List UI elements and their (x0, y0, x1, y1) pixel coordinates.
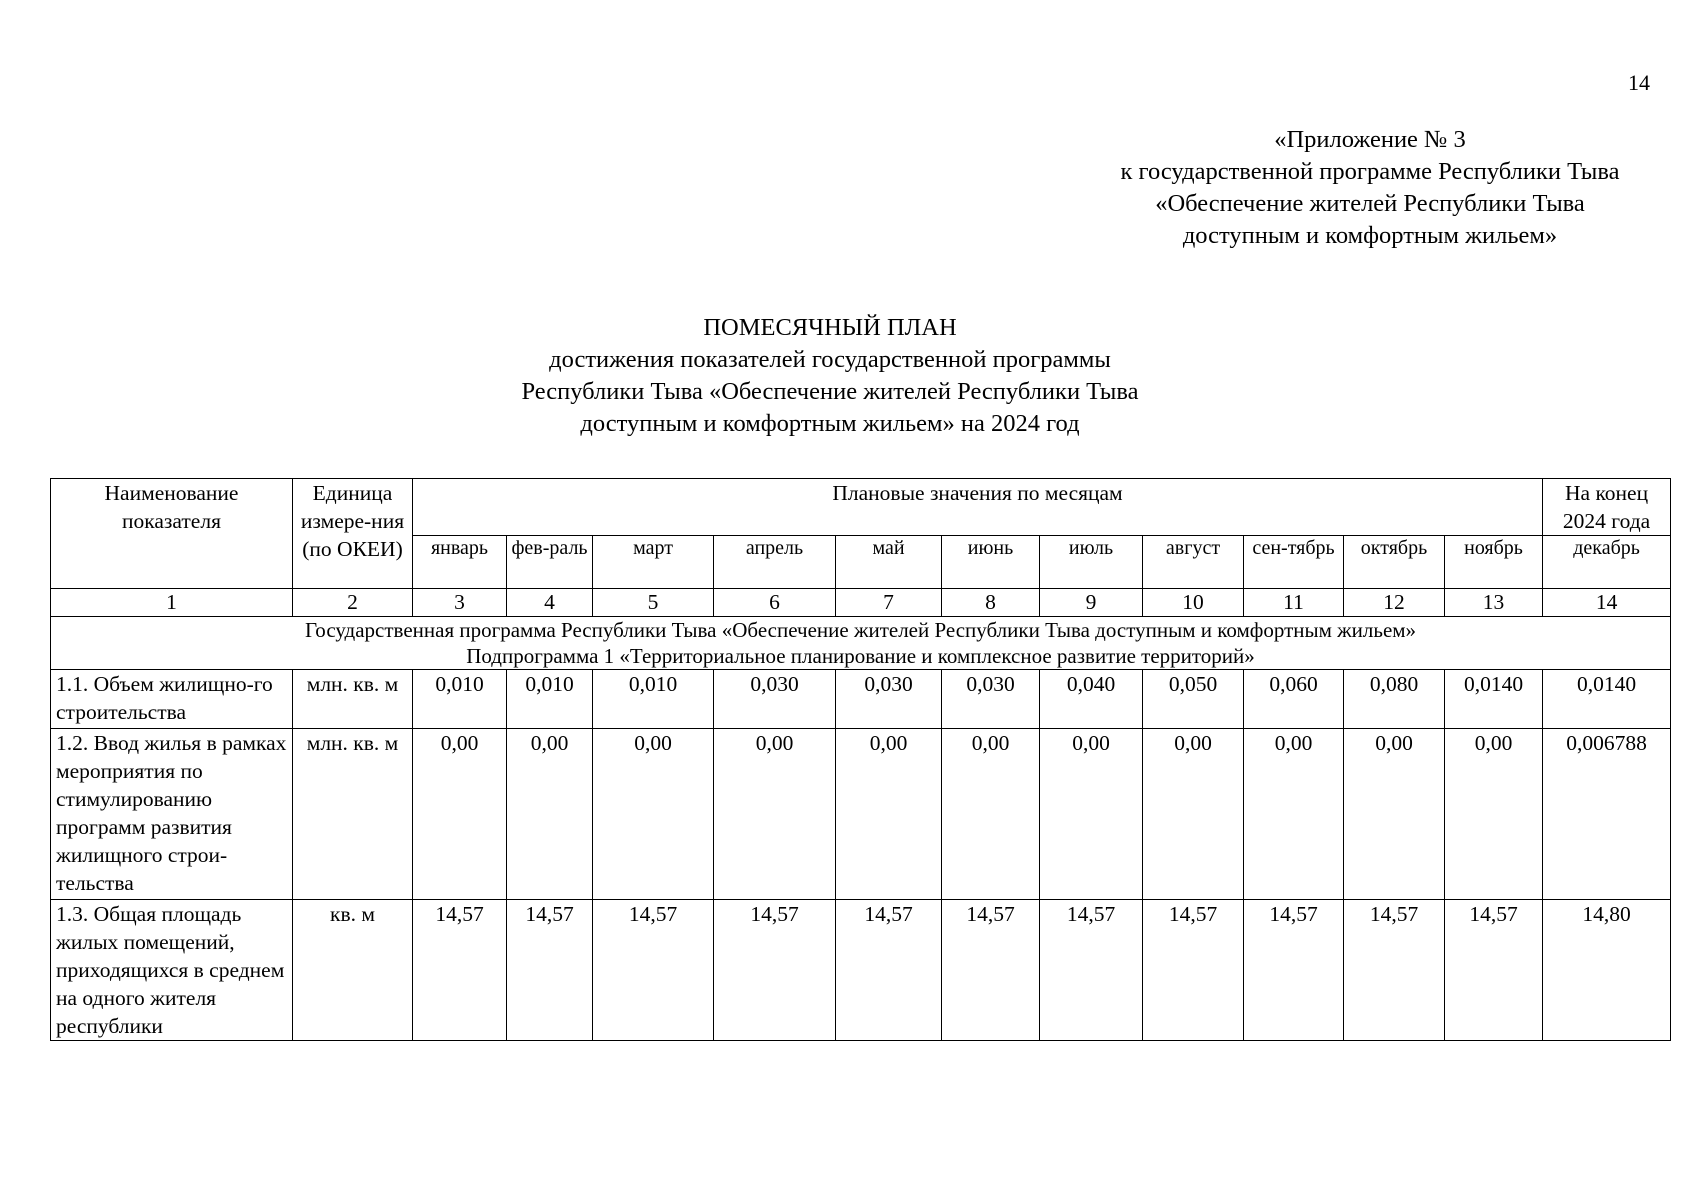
indicator-unit: млн. кв. м (293, 729, 413, 900)
header-month: декабрь (1543, 536, 1671, 589)
column-number: 2 (293, 589, 413, 617)
month-value: 0,0140 (1543, 670, 1671, 729)
month-value: 0,0140 (1445, 670, 1543, 729)
month-value: 0,00 (1344, 729, 1445, 900)
column-number: 8 (942, 589, 1040, 617)
month-value: 0,00 (1040, 729, 1143, 900)
column-number: 6 (714, 589, 836, 617)
column-number: 3 (413, 589, 507, 617)
column-number: 1 (51, 589, 293, 617)
month-value: 14,57 (942, 900, 1040, 1041)
column-number: 4 (507, 589, 593, 617)
month-value: 0,00 (1143, 729, 1244, 900)
month-value: 0,010 (413, 670, 507, 729)
column-number: 14 (1543, 589, 1671, 617)
header-month: сен-тябрь (1244, 536, 1344, 589)
appendix-note (1070, 124, 1670, 252)
header-month: июль (1040, 536, 1143, 589)
month-value: 14,57 (593, 900, 714, 1041)
month-value: 0,030 (836, 670, 942, 729)
month-value: 14,57 (413, 900, 507, 1041)
month-value: 0,00 (1445, 729, 1543, 900)
indicator-name: 1.3. Общая площадь жилых помещений, приходящихся в среднем на одного жителя республики (51, 900, 293, 1041)
header-month: апрель (714, 536, 836, 589)
indicator-name: 1.2. Ввод жилья в рамках мероприятия по стимулированию программ развития жилищного строи-тельства (51, 729, 293, 900)
appendix-line: к государственной программе Республики Тыва (1120, 158, 1620, 185)
column-number: 9 (1040, 589, 1143, 617)
indicator-unit: млн. кв. м (293, 670, 413, 729)
month-value: 0,00 (836, 729, 942, 900)
page-number: 14 (1628, 70, 1650, 95)
section-heading (51, 617, 1671, 670)
header-year-end: На конец 2024 года (1543, 479, 1671, 536)
month-value: 14,57 (1143, 900, 1244, 1041)
header-month: январь (413, 536, 507, 589)
month-value: 0,050 (1143, 670, 1244, 729)
month-value: 14,57 (836, 900, 942, 1041)
column-number: 7 (836, 589, 942, 617)
month-value: 0,00 (593, 729, 714, 900)
appendix-line: «Приложение № 3 (1274, 126, 1466, 153)
month-value: 0,00 (507, 729, 593, 900)
month-value: 0,00 (413, 729, 507, 900)
column-number: 5 (593, 589, 714, 617)
title-line: Республики Тыва «Обеспечение жителей Республики Тыва (521, 378, 1139, 405)
month-value: 0,00 (942, 729, 1040, 900)
month-value: 0,040 (1040, 670, 1143, 729)
header-indicator-name: Наименование показателя (51, 479, 293, 589)
month-value: 0,010 (507, 670, 593, 729)
month-value: 0,080 (1344, 670, 1445, 729)
month-value: 0,00 (1244, 729, 1344, 900)
title-line: доступным и комфортным жильем» на 2024 год (580, 410, 1080, 437)
title-line: достижения показателей государственной программы (549, 346, 1111, 373)
column-numbers-row (51, 589, 1671, 617)
month-value: 0,030 (942, 670, 1040, 729)
month-value: 0,060 (1244, 670, 1344, 729)
header-monthly-plan: Плановые значения по месяцам (413, 479, 1543, 536)
header-month: август (1143, 536, 1244, 589)
header-month: фев-раль (507, 536, 593, 589)
column-number: 10 (1143, 589, 1244, 617)
month-value: 0,030 (714, 670, 836, 729)
column-number: 11 (1244, 589, 1344, 617)
header-month: июнь (942, 536, 1040, 589)
header-month: октябрь (1344, 536, 1445, 589)
column-number: 13 (1445, 589, 1543, 617)
header-unit: Единица измере-ния (по ОКЕИ) (293, 479, 413, 589)
indicator-name: 1.1. Объем жилищно-го строительства (51, 670, 293, 729)
document-title (380, 312, 1280, 440)
month-value: 0,006788 (1543, 729, 1671, 900)
section-row (51, 617, 1671, 670)
month-value: 14,57 (1445, 900, 1543, 1041)
month-value: 0,010 (593, 670, 714, 729)
table-row (51, 900, 1671, 1041)
column-number: 12 (1344, 589, 1445, 617)
program-title: Государственная программа Республики Тыва «Обеспечение жителей Республики Тыва доступным и комфортным жильем» (305, 618, 1417, 642)
appendix-line: доступным и комфортным жильем» (1182, 222, 1558, 249)
table-row (51, 729, 1671, 900)
header-month: ноябрь (1445, 536, 1543, 589)
month-value: 14,80 (1543, 900, 1671, 1041)
title-line: ПОМЕСЯЧНЫЙ ПЛАН (703, 314, 957, 341)
month-value: 14,57 (1040, 900, 1143, 1041)
month-value: 14,57 (714, 900, 836, 1041)
appendix-line: «Обеспечение жителей Республики Тыва (1155, 190, 1585, 217)
table-row (51, 670, 1671, 729)
month-value: 14,57 (507, 900, 593, 1041)
month-value: 0,00 (714, 729, 836, 900)
subprogram-title: Подпрограмма 1 «Территориальное планирование и комплексное развитие территорий» (466, 644, 1255, 668)
month-value: 14,57 (1344, 900, 1445, 1041)
month-value: 14,57 (1244, 900, 1344, 1041)
monthly-plan-table (50, 478, 1671, 1041)
indicator-unit: кв. м (293, 900, 413, 1041)
header-month: май (836, 536, 942, 589)
header-month: март (593, 536, 714, 589)
